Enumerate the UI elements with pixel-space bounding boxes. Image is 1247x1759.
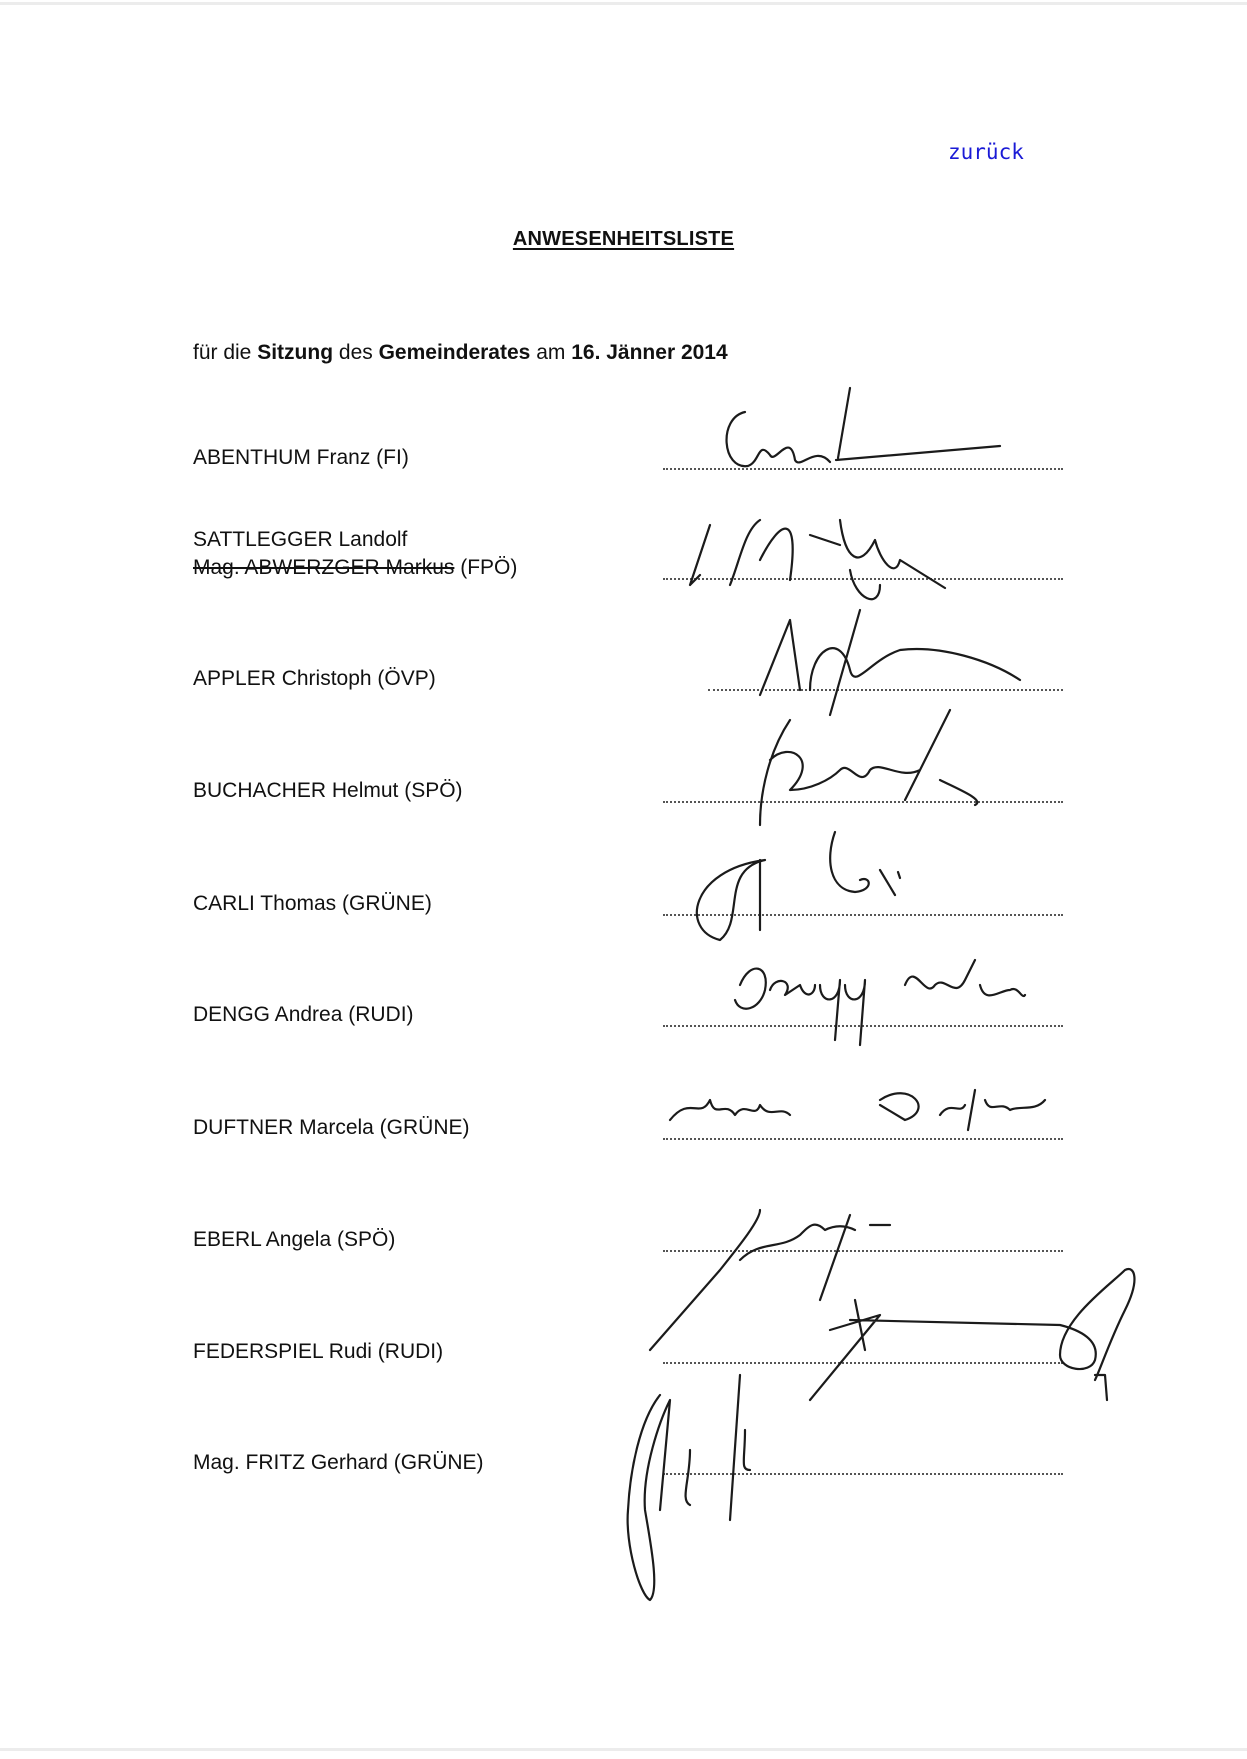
subtitle-am: am — [536, 341, 566, 364]
attendee-row — [193, 1262, 1073, 1372]
attendee-name: CARLI Thomas (GRÜNE) — [193, 892, 432, 915]
attendee-name: EBERL Angela (SPÖ) — [193, 1228, 396, 1251]
signature-line — [708, 689, 1063, 691]
attendee-name-struck: Mag. ABWERZGER Markus — [193, 556, 455, 579]
attendee-party: (FPÖ) — [454, 556, 518, 579]
attendee-name: FEDERSPIEL Rudi (RUDI) — [193, 1340, 444, 1363]
attendee-row — [193, 368, 1073, 478]
signature-line — [663, 468, 1063, 470]
scan-edge-top — [0, 2, 1247, 5]
attendee-name: BUCHACHER Helmut (SPÖ) — [193, 779, 463, 802]
attendee-name: Mag. FRITZ Gerhard (GRÜNE) — [193, 1451, 484, 1474]
back-link[interactable]: zurück — [948, 140, 1024, 164]
attendee-row — [193, 701, 1073, 811]
attendee-name-primary: SATTLEGGER Landolf — [193, 528, 408, 551]
scan-edge-bottom — [0, 1748, 1247, 1751]
subtitle-gemeinderat: Gemeinderates — [378, 341, 531, 364]
attendee-name: ABENTHUM Franz (FI) — [193, 446, 409, 469]
meeting-subtitle — [193, 341, 728, 365]
attendee-name: DUFTNER Marcela (GRÜNE) — [193, 1116, 470, 1139]
attendee-row — [193, 589, 1073, 699]
signature-line — [663, 578, 1063, 580]
signature-line — [663, 914, 1063, 916]
subtitle-middle: des — [338, 341, 373, 364]
attendee-row — [193, 478, 1073, 588]
signature-line — [663, 801, 1063, 803]
subtitle-sitzung: Sitzung — [257, 341, 334, 364]
signature-line — [663, 1138, 1063, 1140]
attendee-row — [193, 1038, 1073, 1148]
attendee-row — [193, 1373, 1073, 1483]
signature-line — [663, 1250, 1063, 1252]
signature-line — [663, 1362, 1063, 1364]
attendee-name — [193, 526, 517, 582]
attendee-row — [193, 814, 1073, 924]
attendee-name: APPLER Christoph (ÖVP) — [193, 667, 436, 690]
document-title: ANWESENHEITSLISTE — [512, 228, 735, 250]
attendee-name: DENGG Andrea (RUDI) — [193, 1003, 414, 1026]
attendee-row — [193, 925, 1073, 1035]
subtitle-prefix: für die — [193, 341, 252, 364]
meeting-date: 16. Jänner 2014 — [571, 341, 728, 364]
attendee-row — [193, 1150, 1073, 1260]
signature-line — [663, 1473, 1063, 1475]
signature-line — [663, 1025, 1063, 1027]
